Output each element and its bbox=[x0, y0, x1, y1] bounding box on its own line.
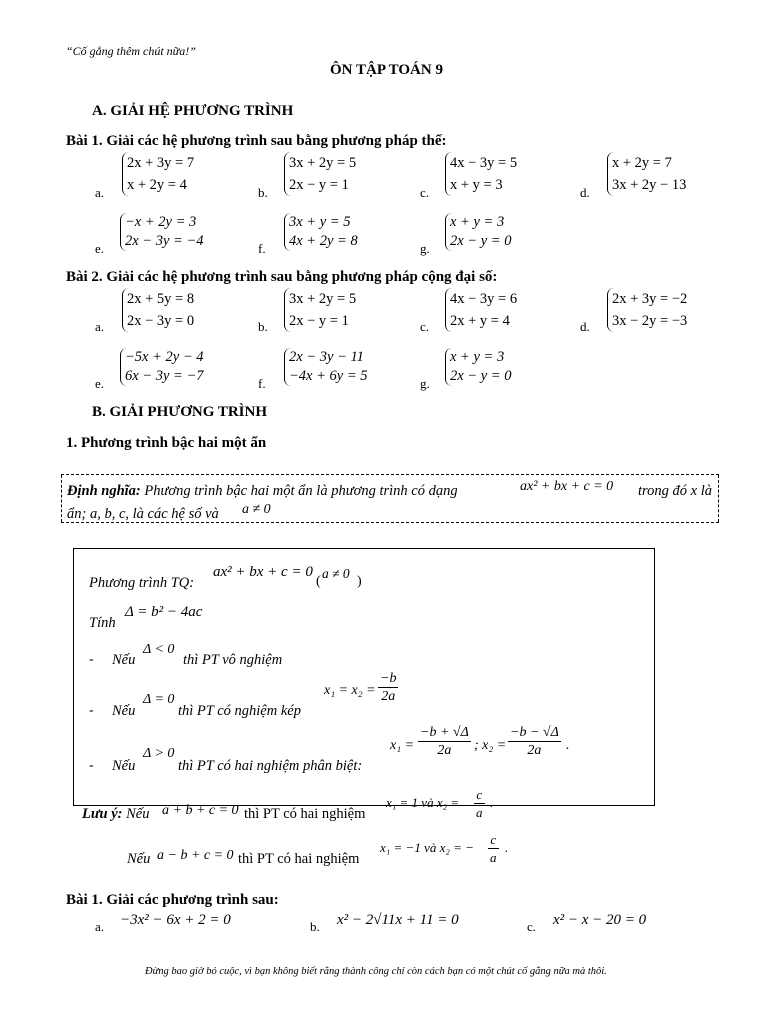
footer-quote: Đừng bao giờ bỏ cuộc, vì bạn không biết rằng thành công chỉ còn cách bạn có một chút cố gắng nữa mà thôi. bbox=[145, 966, 607, 977]
note-condition-2: a − b + c = 0 bbox=[157, 848, 234, 863]
neu-label: Nếu bbox=[112, 703, 136, 719]
fraction-denominator: 2a bbox=[527, 743, 542, 758]
fraction-numerator: c bbox=[488, 831, 499, 849]
note-solution-2: x₁ = −1 và x₂ = − bbox=[380, 840, 474, 855]
equation: −5x + 2y − 4 bbox=[125, 349, 204, 365]
delta-formula: Δ = b² − 4ac bbox=[125, 604, 203, 620]
case3-condition: Δ > 0 bbox=[143, 746, 175, 761]
definition-formula: ax² + bx + c = 0 bbox=[520, 479, 614, 494]
ptq-paren-close: ) bbox=[357, 574, 362, 589]
equation: 4x − 3y = 5 bbox=[450, 155, 518, 171]
equation: 4x − 3y = 6 bbox=[450, 291, 518, 307]
ptq-paren-open: ( bbox=[316, 574, 321, 589]
note-fraction-2 bbox=[488, 831, 499, 866]
header-quote: “Cố gắng thêm chút nữa!” bbox=[66, 44, 196, 58]
fraction-denominator: 2a bbox=[381, 689, 396, 704]
equation: 2x − y = 0 bbox=[450, 368, 512, 384]
case3-x1: x₁ = bbox=[390, 738, 415, 753]
equation: −4x + 6y = 5 bbox=[289, 368, 368, 384]
equation: 2x + 3y = −2 bbox=[612, 291, 688, 307]
equation: 2x − 3y = 0 bbox=[127, 313, 195, 329]
fraction-numerator: c bbox=[474, 786, 485, 804]
item-label: f. bbox=[258, 376, 266, 391]
equation: x + y = 3 bbox=[450, 214, 505, 230]
fraction-denominator: a bbox=[476, 805, 483, 820]
item-label: c. bbox=[420, 319, 430, 334]
item-label: g. bbox=[420, 241, 430, 256]
page-title: ÔN TẬP TOÁN 9 bbox=[330, 62, 443, 78]
equation: 3x + 2y − 13 bbox=[612, 177, 687, 193]
case1-condition: Δ < 0 bbox=[143, 642, 175, 657]
equation: 3x + 2y = 5 bbox=[289, 291, 357, 307]
item-label: c. bbox=[527, 919, 537, 934]
ptq-condition: a ≠ 0 bbox=[322, 566, 350, 581]
case2-text: thì PT có nghiệm kép bbox=[178, 703, 301, 719]
note-solution-1: x₁ = 1 và x₂ = bbox=[386, 795, 460, 810]
equation: x² − 2√11x + 11 = 0 bbox=[337, 912, 459, 928]
note-text-1: thì PT có hai nghiệm bbox=[244, 806, 366, 822]
item-label: a. bbox=[95, 319, 105, 334]
fraction-numerator: −b bbox=[380, 671, 397, 686]
equation: 4x + 2y = 8 bbox=[289, 233, 358, 249]
neu-label: Nếu bbox=[127, 851, 151, 867]
equation: x + 2y = 7 bbox=[612, 155, 672, 171]
equation: x² − x − 20 = 0 bbox=[553, 912, 647, 928]
equation: x + y = 3 bbox=[450, 177, 503, 193]
bai1b-title: Bài 1. Giải các phương trình sau: bbox=[66, 892, 279, 908]
case2-condition: Δ = 0 bbox=[143, 692, 175, 707]
fraction-numerator: −b + √Δ bbox=[420, 725, 469, 740]
item-label: a. bbox=[95, 919, 105, 934]
equation: 2x − y = 0 bbox=[450, 233, 512, 249]
equation: 2x + 5y = 8 bbox=[127, 291, 195, 307]
section-a-heading: A. GIẢI HỆ PHƯƠNG TRÌNH bbox=[92, 103, 294, 119]
dash: - bbox=[89, 652, 94, 667]
definition-line-1 bbox=[67, 483, 458, 500]
equation: 3x + y = 5 bbox=[289, 214, 351, 230]
case3-separator: ; x₂ = bbox=[474, 738, 507, 753]
equation: 2x + y = 4 bbox=[450, 313, 510, 329]
case3-text: thì PT có hai nghiệm phân biệt: bbox=[178, 758, 363, 774]
fraction-numerator: −b − √Δ bbox=[510, 725, 559, 740]
equation: x + y = 3 bbox=[450, 349, 505, 365]
case2-lhs: x₁ = x₂ = bbox=[324, 683, 376, 698]
item-label: a. bbox=[95, 185, 105, 200]
equation: x + 2y = 4 bbox=[127, 177, 187, 193]
tinh-label: Tính bbox=[89, 615, 116, 631]
equation: 6x − 3y = −7 bbox=[125, 368, 204, 384]
ptq-formula: ax² + bx + c = 0 bbox=[213, 564, 313, 580]
item-label: c. bbox=[420, 185, 430, 200]
definition-label: Định nghĩa: bbox=[67, 483, 141, 499]
item-label: b. bbox=[310, 919, 320, 934]
note-condition-1: a + b + c = 0 bbox=[162, 803, 239, 818]
fraction-denominator: a bbox=[490, 850, 497, 865]
neu-label: Nếu bbox=[126, 806, 150, 822]
item-label: d. bbox=[580, 185, 590, 200]
note-label: Lưu ý: bbox=[82, 806, 123, 822]
case2-fraction bbox=[378, 670, 398, 705]
ptq-label: Phương trình TQ: bbox=[89, 575, 195, 591]
case3-fraction-1 bbox=[418, 724, 471, 759]
note-line-1 bbox=[82, 806, 149, 823]
note-dot-1: . bbox=[490, 795, 494, 810]
item-label: b. bbox=[258, 185, 268, 200]
subsection-heading: 1. Phương trình bậc hai một ẩn bbox=[66, 435, 267, 451]
item-label: d. bbox=[580, 319, 590, 334]
neu-label: Nếu bbox=[112, 652, 136, 668]
item-label: b. bbox=[258, 319, 268, 334]
definition-condition: a ≠ 0 bbox=[242, 502, 271, 517]
definition-text-3: ẩn; a, b, c, là các hệ số và bbox=[67, 506, 219, 522]
bai2-title: Bài 2. Giải các hệ phương trình sau bằng phương pháp cộng đại số: bbox=[66, 269, 498, 285]
equation: 2x + 3y = 7 bbox=[127, 155, 195, 171]
equation: 2x − 3y − 11 bbox=[289, 349, 364, 365]
case1-text: thì PT vô nghiệm bbox=[183, 652, 283, 668]
equation: 3x + 2y = 5 bbox=[289, 155, 357, 171]
item-label: e. bbox=[95, 241, 105, 256]
item-label: g. bbox=[420, 376, 430, 391]
section-b-heading: B. GIẢI PHƯƠNG TRÌNH bbox=[92, 404, 268, 420]
neu-label: Nếu bbox=[112, 758, 136, 774]
dash: - bbox=[89, 758, 94, 773]
note-text-2: thì PT có hai nghiệm bbox=[238, 851, 360, 867]
definition-text: Phương trình bậc hai một ẩn là phương trình có dạng bbox=[144, 483, 458, 499]
dash: - bbox=[89, 703, 94, 718]
item-label: f. bbox=[258, 241, 266, 256]
equation: −x + 2y = 3 bbox=[125, 214, 197, 230]
case3-dot: . bbox=[566, 738, 570, 753]
bai1-title: Bài 1. Giải các hệ phương trình sau bằng phương pháp thế: bbox=[66, 133, 447, 149]
equation: −3x² − 6x + 2 = 0 bbox=[120, 912, 231, 928]
equation: 3x − 2y = −3 bbox=[612, 313, 688, 329]
definition-text-2: trong đó x là bbox=[638, 483, 712, 499]
fraction-denominator: 2a bbox=[437, 743, 452, 758]
equation: 2x − y = 1 bbox=[289, 313, 349, 329]
note-fraction-1 bbox=[474, 786, 485, 821]
equation: 2x − y = 1 bbox=[289, 177, 349, 193]
note-dot-2: . bbox=[505, 840, 509, 855]
item-label: e. bbox=[95, 376, 105, 391]
case3-fraction-2 bbox=[508, 724, 561, 759]
equation: 2x − 3y = −4 bbox=[125, 233, 204, 249]
